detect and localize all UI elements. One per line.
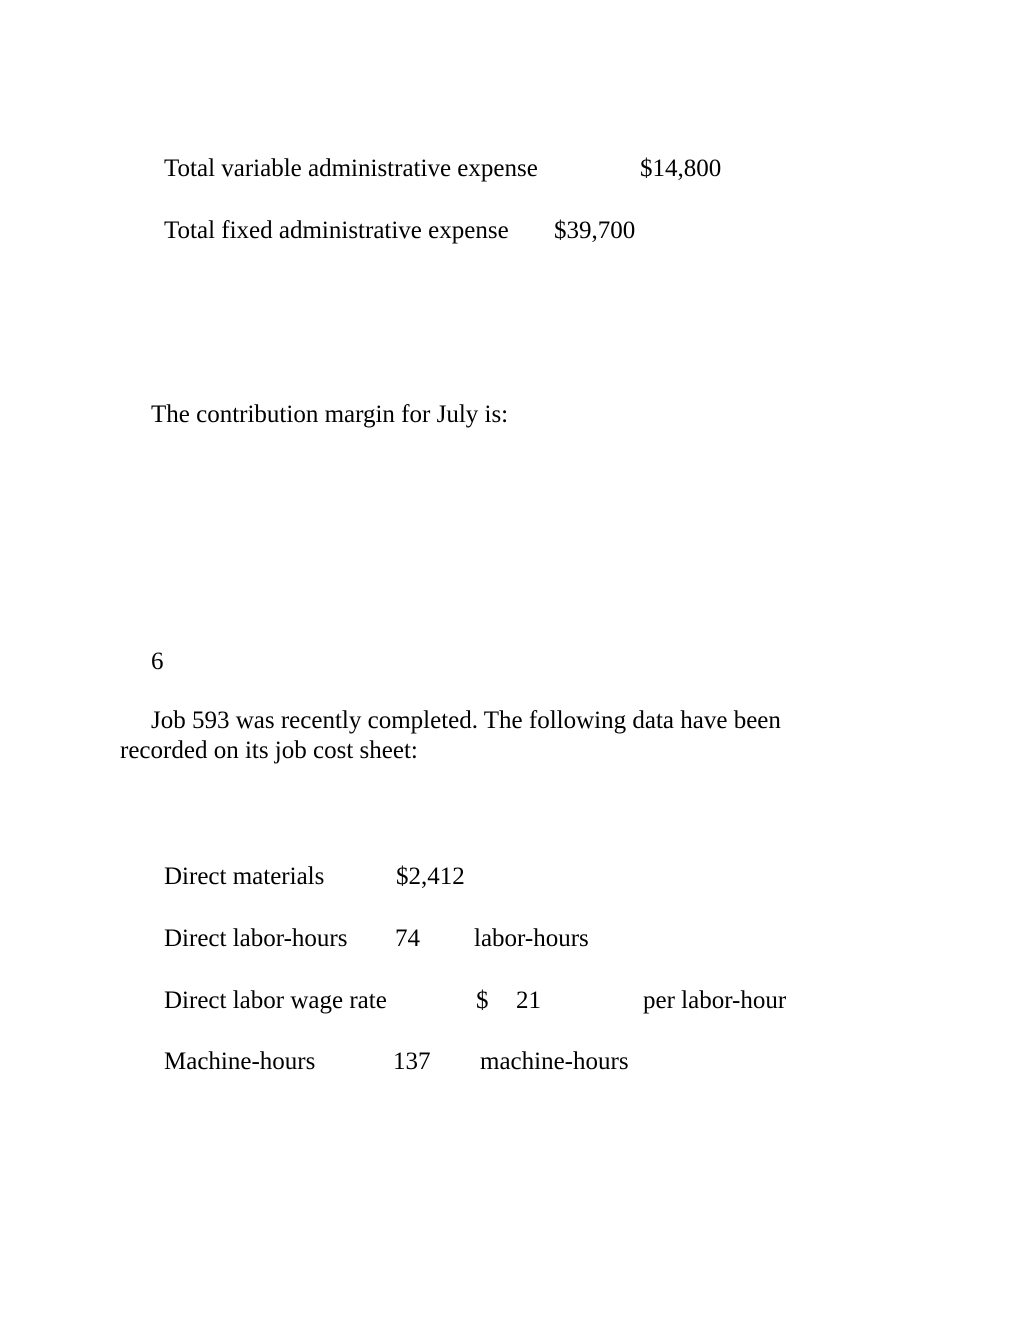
question-number: 6 bbox=[151, 648, 164, 675]
direct-labor-hours-label: Direct labor-hours bbox=[164, 925, 348, 952]
variable-admin-expense-label: Total variable administrative expense bbox=[164, 155, 538, 182]
fixed-admin-expense-label: Total fixed administrative expense bbox=[164, 217, 509, 244]
machine-hours-label: Machine-hours bbox=[164, 1048, 316, 1075]
variable-admin-expense-value: $14,800 bbox=[640, 155, 722, 182]
machine-hours-value: 137 bbox=[393, 1048, 431, 1075]
machine-hours-unit: machine-hours bbox=[480, 1048, 629, 1075]
direct-materials-value: $2,412 bbox=[396, 863, 465, 890]
job-intro-paragraph: Job 593 was recently completed. The following data have been recorded on its job cost sheet: bbox=[120, 707, 781, 764]
direct-labor-wage-rate-unit: per labor-hour bbox=[643, 987, 787, 1014]
direct-labor-wage-rate-value: 21 bbox=[516, 987, 541, 1014]
direct-materials-label: Direct materials bbox=[164, 863, 325, 890]
direct-labor-wage-rate-label: Direct labor wage rate bbox=[164, 987, 387, 1014]
fixed-admin-expense-value: $39,700 bbox=[554, 217, 636, 244]
question-text: The contribution margin for July is: bbox=[151, 401, 509, 428]
direct-labor-hours-unit: labor-hours bbox=[474, 925, 589, 952]
direct-labor-wage-rate-currency: $ bbox=[476, 987, 489, 1014]
direct-labor-hours-value: 74 bbox=[395, 925, 420, 952]
